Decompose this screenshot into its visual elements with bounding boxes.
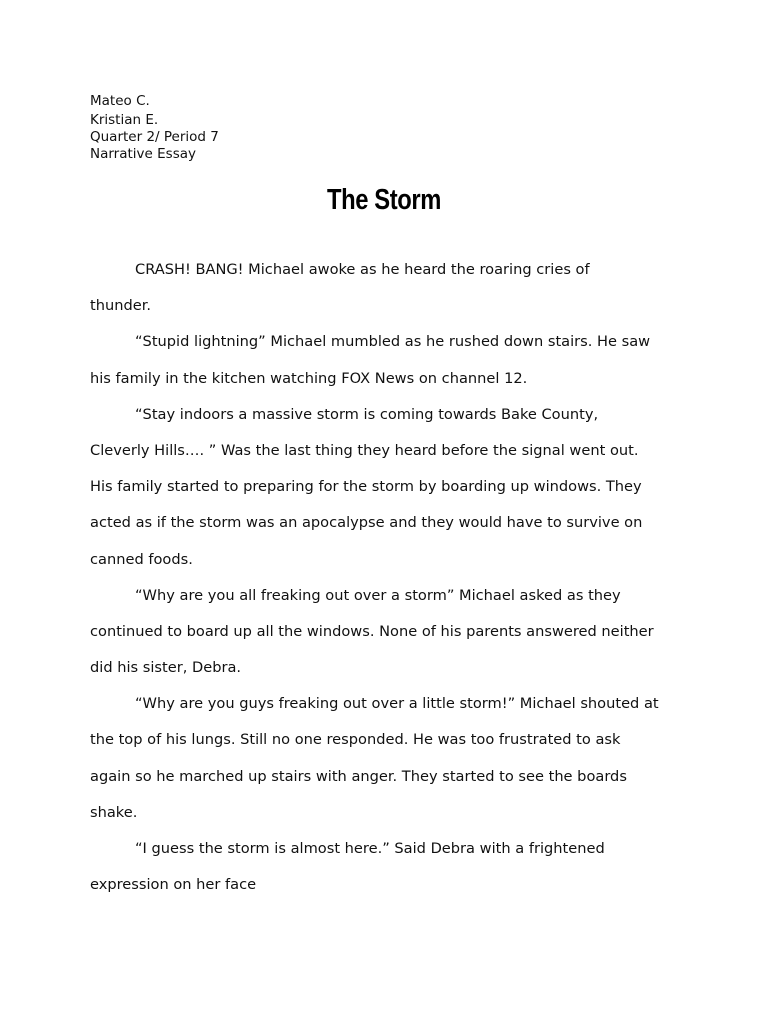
essay-line: “Stay indoors a massive storm is coming towards Bake County, [135, 405, 599, 423]
author-name-1: Mateo C. [90, 93, 150, 109]
essay-line: “Why are you guys freaking out over a little storm!” Michael shouted at [135, 695, 659, 713]
essay-title: The Storm [327, 184, 441, 216]
essay-line: canned foods. [90, 550, 193, 568]
class-period: Quarter 2/ Period 7 [90, 129, 219, 145]
essay-line: CRASH! BANG! Michael awoke as he heard the roaring cries of [135, 261, 590, 278]
essay-line: did his sister, Debra. [90, 659, 242, 677]
essay-line: continued to board up all the windows. None of his parents answered neither [90, 622, 654, 640]
essay-line: again so he marched up stairs with anger. They started to see the boards [90, 767, 627, 785]
essay-heading [90, 93, 219, 163]
essay-line: acted as if the storm was an apocalypse and they would have to survive on [90, 514, 643, 532]
essay-line: Cleverly Hills…. ” Was the last thing they heard before the signal went out. [90, 441, 639, 459]
essay-line: shake. [90, 803, 138, 821]
essay-body [90, 256, 690, 907]
essay-line: “Why are you all freaking out over a storm” Michael asked as they [135, 586, 621, 604]
author-name-2: Kristian E. [90, 112, 159, 128]
assignment-type: Narrative Essay [90, 146, 196, 162]
essay-line: his family in the kitchen watching FOX News on channel 12. [90, 369, 528, 387]
essay-line: His family started to preparing for the storm by boarding up windows. They [90, 478, 642, 496]
essay-line: “I guess the storm is almost here.” Said Debra with a frightened [135, 840, 605, 857]
essay-line: the top of his lungs. Still no one responded. He was too frustrated to ask [90, 731, 621, 749]
essay-line: “Stupid lightning” Michael mumbled as he rushed down stairs. He saw [135, 333, 651, 351]
essay-line: expression on her face [90, 876, 257, 894]
essay-line: thunder. [90, 297, 152, 315]
